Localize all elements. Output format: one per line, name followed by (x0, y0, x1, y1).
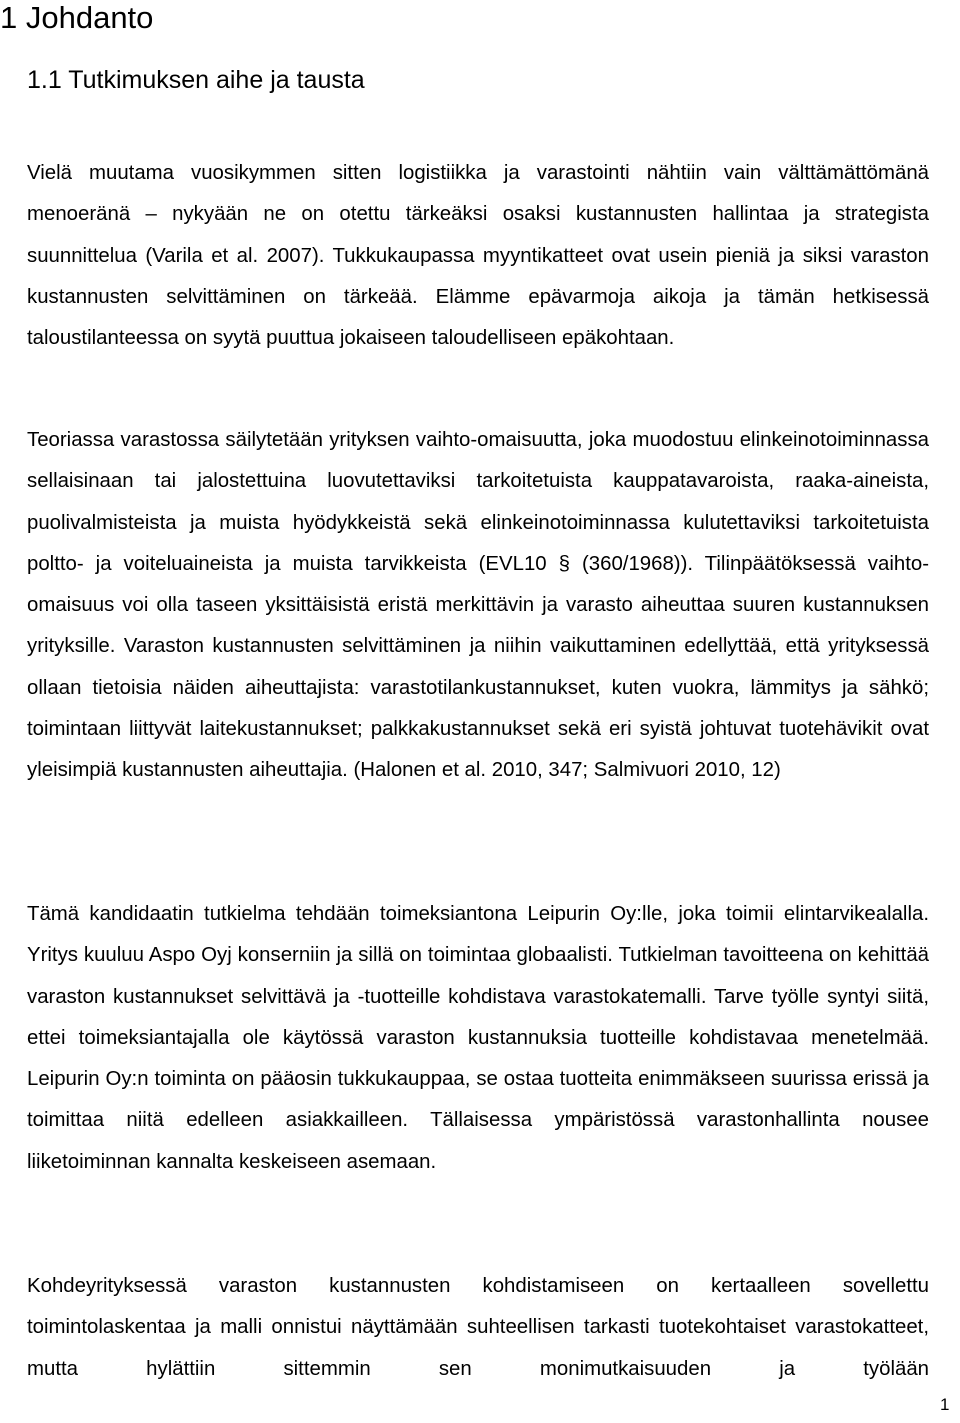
paragraph-3: Tämä kandidaatin tutkielma tehdään toimeksiantona Leipurin Oy:lle, joka toimii elintarvikealalla. Yritys kuuluu Aspo Oyj konserniin ja sillä on toimintaa globaalisti. Tutkielman tavoitteena on kehittää varaston kustannukset selvittävä ja -tuotteille kohdistava varastokatemalli. Tarve työlle syntyi siitä, ettei toimeksiantajalla ole käytössä varaston kustannuksia tuotteille kohdistavaa menetelmää. Leipurin Oy:n toiminta on pääosin tukkukauppaa, se ostaa tuotteita enimmäkseen suurissa erissä ja toimittaa niitä edelleen asiakkailleen. Tällaisessa ympäristössä varastonhallinta nousee liiketoiminnan kannalta keskeiseen asemaan. (27, 903, 929, 1173)
paragraph-4: Kohdeyrityksessä varaston kustannusten kohdistamiseen on kertaalleen sovellettu toimintolaskentaa ja malli onnistui näyttämään suhteellisen tarkasti tuotekohtaiset varastokatteet, mutta hylättiin sittemmin sen monimutkaisuuden ja työlään (27, 1275, 929, 1380)
section-heading: 1.1 Tutkimuksen aihe ja tausta (27, 66, 365, 94)
paragraph-1: Vielä muutama vuosikymmen sitten logistiikka ja varastointi nähtiin vain välttämättömänä menoeränä – nykyään ne on otettu tärkeäksi osaksi kustannusten hallintaa ja strategista suunnittelua (Varila et al. 2007). Tukkukaupassa myyntikatteet ovat usein pieniä ja siksi varaston kustannusten selvittäminen on tärkeää. Elämme epävarmoja aikoja ja tämän hetkisessä taloustilanteessa on syytä puuttua jokaiseen taloudelliseen epäkohtaan. (27, 162, 929, 350)
paragraph-2: Teoriassa varastossa säilytetään yrityksen vaihto-omaisuutta, joka muodostuu elinkeinotoiminnassa sellaisinaan tai jalostettuina luovutettaviksi tarkoitetuista kauppatavaroista, raaka-aineista, puolivalmisteista ja muista hyödykkeistä sekä elinkeinotoiminnassa kulutettaviksi tarkoitetuista poltto- ja voiteluaineista ja muista tarvikkeista (EVL10 § (360/1968)). Tilinpäätöksessä vaihto-omaisuus voi olla taseen yksittäisistä eristä merkittävin ja varasto aiheuttaa suuren kustannuksen yrityksille. Varaston kustannusten selvittäminen ja niihin vaikuttaminen edellyttää, että yrityksessä ollaan tietoisia näiden aiheuttajista: varastotilankustannukset, kuten vuokra, lämmitys ja sähkö; toimintaan liittyvät laitekustannukset; palkkakustannukset sekä eri syistä johtuvat tuotehävikit ovat yleisimpiä kustannusten aiheuttajia. (Halonen et al. 2010, 347; Salmivuori 2010, 12) (27, 429, 929, 782)
chapter-heading: 1 Johdanto (0, 0, 154, 35)
page-number: 1 (940, 1395, 950, 1414)
